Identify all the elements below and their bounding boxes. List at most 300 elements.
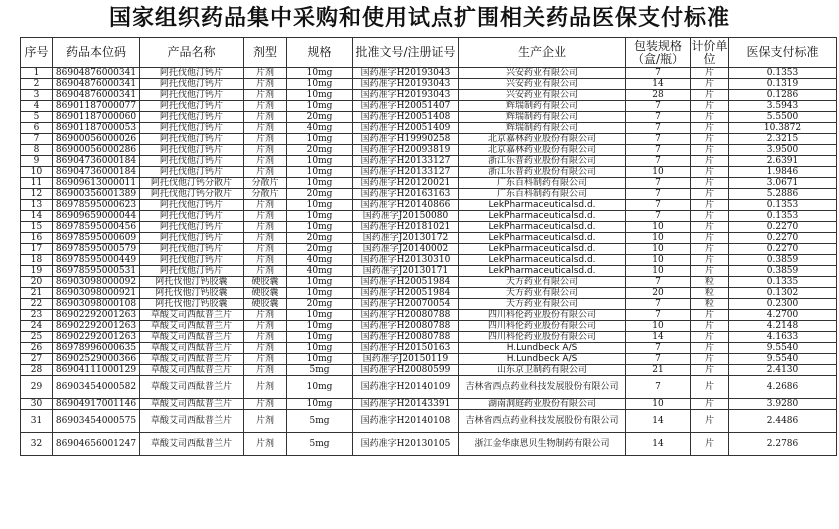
cell-pricing-unit: 片 bbox=[691, 233, 729, 244]
cell-product-name: 阿托伐他汀钙片 bbox=[140, 200, 244, 211]
cell-dosage-form: 片剂 bbox=[244, 321, 287, 332]
cell-payment-standard: 0.3859 bbox=[729, 266, 837, 277]
cell-index: 7 bbox=[21, 134, 53, 145]
cell-manufacturer: 兴安药业有限公司 bbox=[459, 68, 626, 79]
cell-drug-code: 86909659000044 bbox=[53, 211, 140, 222]
cell-dosage-form: 分散片 bbox=[244, 178, 287, 189]
cell-pricing-unit: 粒 bbox=[691, 299, 729, 310]
cell-dosage-form: 片剂 bbox=[244, 266, 287, 277]
cell-dosage-form: 片剂 bbox=[244, 200, 287, 211]
cell-specification: 10mg bbox=[287, 277, 353, 288]
cell-approval-number: 国药准字J20150080 bbox=[353, 211, 459, 222]
table-row bbox=[21, 123, 837, 134]
table-row bbox=[21, 79, 837, 90]
cell-product-name: 阿托伐他汀钙片 bbox=[140, 90, 244, 101]
cell-dosage-form: 分散片 bbox=[244, 189, 287, 200]
table-row bbox=[21, 354, 837, 365]
cell-package-spec: 7 bbox=[626, 343, 691, 354]
cell-specification: 20mg bbox=[287, 112, 353, 123]
cell-pricing-unit: 片 bbox=[691, 399, 729, 410]
header-manufacturer: 生产企业 bbox=[459, 38, 626, 68]
cell-pricing-unit: 片 bbox=[691, 332, 729, 343]
cell-manufacturer: 四川科伦药业股份有限公司 bbox=[459, 321, 626, 332]
cell-pricing-unit: 片 bbox=[691, 376, 729, 399]
cell-specification: 10mg bbox=[287, 222, 353, 233]
cell-pricing-unit: 片 bbox=[691, 123, 729, 134]
cell-package-spec: 7 bbox=[626, 156, 691, 167]
cell-index: 3 bbox=[21, 90, 53, 101]
cell-payment-standard: 3.9500 bbox=[729, 145, 837, 156]
table-row bbox=[21, 200, 837, 211]
cell-manufacturer: 浙江金华康恩贝生物制药有限公司 bbox=[459, 433, 626, 456]
cell-approval-number: 国药准字J20130172 bbox=[353, 233, 459, 244]
cell-product-name: 阿托伐他汀钙胶囊 bbox=[140, 277, 244, 288]
cell-manufacturer: 吉林省西点药业科技发展股份有限公司 bbox=[459, 410, 626, 433]
cell-payment-standard: 2.2786 bbox=[729, 433, 837, 456]
cell-pricing-unit: 片 bbox=[691, 211, 729, 222]
cell-index: 27 bbox=[21, 354, 53, 365]
cell-payment-standard: 3.0671 bbox=[729, 178, 837, 189]
cell-manufacturer: 辉瑞制药有限公司 bbox=[459, 112, 626, 123]
cell-manufacturer: 广东百科制药有限公司 bbox=[459, 178, 626, 189]
cell-package-spec: 14 bbox=[626, 410, 691, 433]
cell-specification: 40mg bbox=[287, 255, 353, 266]
cell-dosage-form: 片剂 bbox=[244, 112, 287, 123]
cell-pricing-unit: 粒 bbox=[691, 277, 729, 288]
cell-product-name: 草酸艾司西酞普兰片 bbox=[140, 321, 244, 332]
cell-dosage-form: 片剂 bbox=[244, 68, 287, 79]
cell-package-spec: 7 bbox=[626, 354, 691, 365]
cell-dosage-form: 片剂 bbox=[244, 101, 287, 112]
cell-approval-number: 国药准字H20163163 bbox=[353, 189, 459, 200]
cell-drug-code: 86904736000184 bbox=[53, 167, 140, 178]
cell-manufacturer: 四川科伦药业股份有限公司 bbox=[459, 310, 626, 321]
header-pricing-unit: 计价单位 bbox=[691, 38, 728, 66]
cell-product-name: 草酸艾司西酞普兰片 bbox=[140, 410, 244, 433]
cell-package-spec: 14 bbox=[626, 433, 691, 456]
cell-index: 11 bbox=[21, 178, 53, 189]
cell-specification: 10mg bbox=[287, 178, 353, 189]
cell-payment-standard: 5.5500 bbox=[729, 112, 837, 123]
cell-payment-standard: 2.4130 bbox=[729, 365, 837, 376]
cell-approval-number: 国药准字H20093819 bbox=[353, 145, 459, 156]
cell-approval-number: 国药准字H20051409 bbox=[353, 123, 459, 134]
cell-pricing-unit: 片 bbox=[691, 167, 729, 178]
cell-drug-code: 86903454000575 bbox=[53, 410, 140, 433]
cell-dosage-form: 片剂 bbox=[244, 90, 287, 101]
cell-index: 12 bbox=[21, 189, 53, 200]
cell-product-name: 阿托伐他汀钙胶囊 bbox=[140, 288, 244, 299]
cell-drug-code: 86978595000623 bbox=[53, 200, 140, 211]
cell-approval-number: 国药准字H20150163 bbox=[353, 343, 459, 354]
cell-manufacturer: 辉瑞制药有限公司 bbox=[459, 123, 626, 134]
cell-product-name: 阿托伐他汀钙片 bbox=[140, 134, 244, 145]
cell-payment-standard: 0.1319 bbox=[729, 79, 837, 90]
cell-manufacturer: LekPharmaceuticalsd.d. bbox=[459, 222, 626, 233]
cell-manufacturer: 天方药业有限公司 bbox=[459, 277, 626, 288]
cell-dosage-form: 片剂 bbox=[244, 244, 287, 255]
cell-pricing-unit: 片 bbox=[691, 310, 729, 321]
cell-drug-code: 86978595000579 bbox=[53, 244, 140, 255]
cell-index: 6 bbox=[21, 123, 53, 134]
cell-pricing-unit: 片 bbox=[691, 433, 729, 456]
cell-package-spec: 7 bbox=[626, 189, 691, 200]
cell-product-name: 草酸艾司西酞普兰片 bbox=[140, 354, 244, 365]
cell-drug-code: 86904736000184 bbox=[53, 156, 140, 167]
header-payment-standard: 医保支付标准 bbox=[729, 38, 837, 68]
cell-package-spec: 7 bbox=[626, 376, 691, 399]
cell-specification: 10mg bbox=[287, 90, 353, 101]
cell-approval-number: 国药准字H20130105 bbox=[353, 433, 459, 456]
cell-dosage-form: 片剂 bbox=[244, 211, 287, 222]
cell-product-name: 阿托伐他汀钙片 bbox=[140, 211, 244, 222]
table-row bbox=[21, 299, 837, 310]
cell-approval-number: 国药准字H20070054 bbox=[353, 299, 459, 310]
cell-manufacturer: 北京嘉林药业股份有限公司 bbox=[459, 134, 626, 145]
cell-specification: 20mg bbox=[287, 145, 353, 156]
cell-manufacturer: 天方药业有限公司 bbox=[459, 288, 626, 299]
cell-drug-code: 86900056000026 bbox=[53, 134, 140, 145]
cell-index: 20 bbox=[21, 277, 53, 288]
cell-approval-number: 国药准字H20140866 bbox=[353, 200, 459, 211]
cell-specification: 5mg bbox=[287, 410, 353, 433]
cell-pricing-unit: 片 bbox=[691, 354, 729, 365]
cell-payment-standard: 0.1302 bbox=[729, 288, 837, 299]
cell-specification: 20mg bbox=[287, 233, 353, 244]
cell-payment-standard: 9.5540 bbox=[729, 343, 837, 354]
cell-specification: 10mg bbox=[287, 211, 353, 222]
table-row bbox=[21, 310, 837, 321]
cell-dosage-form: 片剂 bbox=[244, 399, 287, 410]
cell-package-spec: 28 bbox=[626, 90, 691, 101]
cell-approval-number: 国药准字H20051984 bbox=[353, 277, 459, 288]
cell-package-spec: 21 bbox=[626, 365, 691, 376]
cell-drug-code: 86902292001263 bbox=[53, 332, 140, 343]
cell-specification: 10mg bbox=[287, 354, 353, 365]
cell-pricing-unit: 片 bbox=[691, 343, 729, 354]
table-row bbox=[21, 255, 837, 266]
cell-index: 21 bbox=[21, 288, 53, 299]
cell-approval-number: 国药准字H20181021 bbox=[353, 222, 459, 233]
cell-dosage-form: 片剂 bbox=[244, 145, 287, 156]
cell-specification: 20mg bbox=[287, 189, 353, 200]
cell-specification: 10mg bbox=[287, 200, 353, 211]
cell-pricing-unit: 片 bbox=[691, 200, 729, 211]
cell-package-spec: 10 bbox=[626, 233, 691, 244]
cell-payment-standard: 0.1286 bbox=[729, 90, 837, 101]
cell-index: 23 bbox=[21, 310, 53, 321]
cell-product-name: 草酸艾司西酞普兰片 bbox=[140, 376, 244, 399]
cell-dosage-form: 片剂 bbox=[244, 433, 287, 456]
cell-drug-code: 86903454000582 bbox=[53, 376, 140, 399]
cell-manufacturer: 兴安药业有限公司 bbox=[459, 90, 626, 101]
table-row bbox=[21, 410, 837, 433]
cell-drug-code: 86904656001247 bbox=[53, 433, 140, 456]
cell-pricing-unit: 片 bbox=[691, 222, 729, 233]
cell-manufacturer: H.Lundbeck A/S bbox=[459, 354, 626, 365]
table-row bbox=[21, 211, 837, 222]
cell-pricing-unit: 片 bbox=[691, 134, 729, 145]
cell-manufacturer: LekPharmaceuticalsd.d. bbox=[459, 266, 626, 277]
cell-payment-standard: 9.5540 bbox=[729, 354, 837, 365]
cell-specification: 10mg bbox=[287, 288, 353, 299]
cell-approval-number: 国药准字H20133127 bbox=[353, 167, 459, 178]
table-row bbox=[21, 277, 837, 288]
cell-index: 8 bbox=[21, 145, 53, 156]
cell-package-spec: 7 bbox=[626, 134, 691, 145]
cell-specification: 5mg bbox=[287, 365, 353, 376]
cell-index: 18 bbox=[21, 255, 53, 266]
header-specification: 规格 bbox=[287, 38, 353, 68]
cell-approval-number: 国药准字H20140108 bbox=[353, 410, 459, 433]
cell-payment-standard: 10.3872 bbox=[729, 123, 837, 134]
cell-payment-standard: 0.3859 bbox=[729, 255, 837, 266]
cell-drug-code: 86904876000341 bbox=[53, 68, 140, 79]
cell-package-spec: 10 bbox=[626, 167, 691, 178]
cell-index: 25 bbox=[21, 332, 53, 343]
cell-pricing-unit: 片 bbox=[691, 255, 729, 266]
payment-standard-table bbox=[20, 37, 837, 456]
table-row bbox=[21, 68, 837, 79]
cell-payment-standard: 1.9846 bbox=[729, 167, 837, 178]
cell-manufacturer: 四川科伦药业股份有限公司 bbox=[459, 332, 626, 343]
cell-payment-standard: 0.2270 bbox=[729, 222, 837, 233]
cell-drug-code: 86901187000060 bbox=[53, 112, 140, 123]
cell-manufacturer: LekPharmaceuticalsd.d. bbox=[459, 233, 626, 244]
cell-product-name: 阿托伐他汀钙片 bbox=[140, 266, 244, 277]
cell-payment-standard: 0.1335 bbox=[729, 277, 837, 288]
table-row bbox=[21, 376, 837, 399]
cell-product-name: 阿托伐他汀钙片 bbox=[140, 222, 244, 233]
cell-dosage-form: 硬胶囊 bbox=[244, 288, 287, 299]
cell-product-name: 阿托伐他汀钙片 bbox=[140, 167, 244, 178]
cell-manufacturer: LekPharmaceuticalsd.d. bbox=[459, 211, 626, 222]
cell-pricing-unit: 片 bbox=[691, 244, 729, 255]
cell-index: 15 bbox=[21, 222, 53, 233]
cell-index: 4 bbox=[21, 101, 53, 112]
cell-package-spec: 7 bbox=[626, 112, 691, 123]
cell-product-name: 草酸艾司西酞普兰片 bbox=[140, 343, 244, 354]
table-row bbox=[21, 156, 837, 167]
table-row bbox=[21, 321, 837, 332]
table-row bbox=[21, 288, 837, 299]
cell-dosage-form: 片剂 bbox=[244, 134, 287, 145]
cell-drug-code: 86900356001389 bbox=[53, 189, 140, 200]
cell-pricing-unit: 片 bbox=[691, 101, 729, 112]
cell-dosage-form: 片剂 bbox=[244, 343, 287, 354]
cell-product-name: 阿托伐他汀钙片 bbox=[140, 79, 244, 90]
header-package-spec: 包装规格（盒/瓶） bbox=[626, 38, 691, 68]
cell-payment-standard: 2.4486 bbox=[729, 410, 837, 433]
cell-dosage-form: 片剂 bbox=[244, 410, 287, 433]
cell-product-name: 阿托伐他汀钙片 bbox=[140, 233, 244, 244]
cell-specification: 10mg bbox=[287, 310, 353, 321]
cell-product-name: 阿托伐他汀钙片 bbox=[140, 255, 244, 266]
cell-pricing-unit: 片 bbox=[691, 68, 729, 79]
cell-drug-code: 86903098000108 bbox=[53, 299, 140, 310]
cell-dosage-form: 片剂 bbox=[244, 376, 287, 399]
cell-dosage-form: 片剂 bbox=[244, 255, 287, 266]
cell-manufacturer: 天方药业有限公司 bbox=[459, 299, 626, 310]
document-title: 国家组织药品集中采购和使用试点扩围相关药品医保支付标准 bbox=[108, 5, 730, 31]
cell-approval-number: 国药准字H20080788 bbox=[353, 321, 459, 332]
cell-package-spec: 10 bbox=[626, 399, 691, 410]
cell-drug-code: 86978595000609 bbox=[53, 233, 140, 244]
cell-payment-standard: 0.1353 bbox=[729, 211, 837, 222]
cell-index: 17 bbox=[21, 244, 53, 255]
cell-pricing-unit: 片 bbox=[691, 189, 729, 200]
cell-product-name: 阿托伐他汀钙分散片 bbox=[140, 178, 244, 189]
table-row bbox=[21, 90, 837, 101]
cell-pricing-unit: 片 bbox=[691, 79, 729, 90]
cell-pricing-unit: 片 bbox=[691, 266, 729, 277]
cell-drug-code: 86978996000635 bbox=[53, 343, 140, 354]
cell-manufacturer: 山东京卫制药有限公司 bbox=[459, 365, 626, 376]
cell-index: 9 bbox=[21, 156, 53, 167]
cell-index: 29 bbox=[21, 376, 53, 399]
cell-drug-code: 86900056000286 bbox=[53, 145, 140, 156]
cell-payment-standard: 3.9280 bbox=[729, 399, 837, 410]
cell-payment-standard: 2.6391 bbox=[729, 156, 837, 167]
cell-approval-number: 国药准字H20051984 bbox=[353, 288, 459, 299]
cell-product-name: 阿托伐他汀钙片 bbox=[140, 123, 244, 134]
cell-package-spec: 10 bbox=[626, 222, 691, 233]
cell-manufacturer: 广东百科制药有限公司 bbox=[459, 189, 626, 200]
cell-index: 26 bbox=[21, 343, 53, 354]
cell-drug-code: 86904917001146 bbox=[53, 399, 140, 410]
table-header-row bbox=[21, 38, 837, 68]
cell-index: 30 bbox=[21, 399, 53, 410]
cell-package-spec: 10 bbox=[626, 255, 691, 266]
cell-specification: 10mg bbox=[287, 376, 353, 399]
cell-product-name: 草酸艾司西酞普兰片 bbox=[140, 332, 244, 343]
table-row bbox=[21, 343, 837, 354]
cell-product-name: 草酸艾司西酞普兰片 bbox=[140, 365, 244, 376]
cell-payment-standard: 0.2270 bbox=[729, 244, 837, 255]
table-row bbox=[21, 233, 837, 244]
cell-approval-number: 国药准字H20120021 bbox=[353, 178, 459, 189]
cell-specification: 40mg bbox=[287, 123, 353, 134]
cell-dosage-form: 片剂 bbox=[244, 332, 287, 343]
cell-index: 13 bbox=[21, 200, 53, 211]
cell-payment-standard: 0.1353 bbox=[729, 200, 837, 211]
cell-payment-standard: 4.2686 bbox=[729, 376, 837, 399]
cell-package-spec: 14 bbox=[626, 79, 691, 90]
cell-specification: 10mg bbox=[287, 321, 353, 332]
cell-drug-code: 86904876000341 bbox=[53, 90, 140, 101]
cell-specification: 10mg bbox=[287, 167, 353, 178]
cell-dosage-form: 片剂 bbox=[244, 365, 287, 376]
cell-index: 32 bbox=[21, 433, 53, 456]
cell-drug-code: 86902529000366 bbox=[53, 354, 140, 365]
cell-package-spec: 7 bbox=[626, 178, 691, 189]
cell-manufacturer: 湖南洞庭药业股份有限公司 bbox=[459, 399, 626, 410]
cell-product-name: 草酸艾司西酞普兰片 bbox=[140, 399, 244, 410]
cell-manufacturer: LekPharmaceuticalsd.d. bbox=[459, 244, 626, 255]
cell-index: 10 bbox=[21, 167, 53, 178]
cell-product-name: 阿托伐他汀钙分散片 bbox=[140, 189, 244, 200]
cell-manufacturer: 浙江乐普药业股份有限公司 bbox=[459, 156, 626, 167]
cell-manufacturer: LekPharmaceuticalsd.d. bbox=[459, 200, 626, 211]
cell-product-name: 阿托伐他汀钙片 bbox=[140, 112, 244, 123]
cell-specification: 10mg bbox=[287, 79, 353, 90]
cell-manufacturer: 辉瑞制药有限公司 bbox=[459, 101, 626, 112]
cell-package-spec: 14 bbox=[626, 332, 691, 343]
table-row bbox=[21, 101, 837, 112]
cell-approval-number: 国药准字J20130171 bbox=[353, 266, 459, 277]
cell-dosage-form: 片剂 bbox=[244, 310, 287, 321]
cell-drug-code: 86901187000077 bbox=[53, 101, 140, 112]
header-product-name: 产品名称 bbox=[140, 38, 244, 68]
cell-package-spec: 7 bbox=[626, 200, 691, 211]
cell-approval-number: 国药准字H20051407 bbox=[353, 101, 459, 112]
cell-product-name: 阿托伐他汀钙片 bbox=[140, 156, 244, 167]
cell-manufacturer: 北京嘉林药业股份有限公司 bbox=[459, 145, 626, 156]
cell-product-name: 草酸艾司西酞普兰片 bbox=[140, 310, 244, 321]
cell-approval-number: 国药准字H20080599 bbox=[353, 365, 459, 376]
cell-payment-standard: 0.1353 bbox=[729, 68, 837, 79]
cell-drug-code: 86978595000449 bbox=[53, 255, 140, 266]
cell-specification: 10mg bbox=[287, 156, 353, 167]
cell-index: 31 bbox=[21, 410, 53, 433]
cell-approval-number: 国药准字H19990258 bbox=[353, 134, 459, 145]
cell-drug-code: 86903098000921 bbox=[53, 288, 140, 299]
cell-package-spec: 7 bbox=[626, 211, 691, 222]
cell-specification: 10mg bbox=[287, 343, 353, 354]
cell-package-spec: 7 bbox=[626, 277, 691, 288]
cell-package-spec: 7 bbox=[626, 123, 691, 134]
cell-dosage-form: 片剂 bbox=[244, 222, 287, 233]
cell-approval-number: 国药准字H20051408 bbox=[353, 112, 459, 123]
table-row bbox=[21, 167, 837, 178]
cell-approval-number: 国药准字H20130310 bbox=[353, 255, 459, 266]
cell-pricing-unit: 片 bbox=[691, 365, 729, 376]
cell-package-spec: 7 bbox=[626, 68, 691, 79]
cell-drug-code: 86909613000011 bbox=[53, 178, 140, 189]
cell-drug-code: 86978595000531 bbox=[53, 266, 140, 277]
cell-pricing-unit: 片 bbox=[691, 145, 729, 156]
cell-payment-standard: 0.2300 bbox=[729, 299, 837, 310]
cell-dosage-form: 片剂 bbox=[244, 167, 287, 178]
cell-specification: 10mg bbox=[287, 101, 353, 112]
cell-specification: 10mg bbox=[287, 332, 353, 343]
cell-product-name: 阿托伐他汀钙片 bbox=[140, 68, 244, 79]
table-row bbox=[21, 189, 837, 200]
cell-approval-number: 国药准字J20140002 bbox=[353, 244, 459, 255]
header-index: 序号 bbox=[21, 38, 53, 68]
cell-pricing-unit: 粒 bbox=[691, 288, 729, 299]
cell-index: 24 bbox=[21, 321, 53, 332]
cell-pricing-unit: 片 bbox=[691, 156, 729, 167]
cell-pricing-unit: 片 bbox=[691, 321, 729, 332]
cell-package-spec: 7 bbox=[626, 299, 691, 310]
cell-approval-number: 国药准字H20193043 bbox=[353, 90, 459, 101]
cell-index: 5 bbox=[21, 112, 53, 123]
table-row bbox=[21, 433, 837, 456]
cell-index: 16 bbox=[21, 233, 53, 244]
cell-dosage-form: 硬胶囊 bbox=[244, 299, 287, 310]
cell-index: 22 bbox=[21, 299, 53, 310]
cell-dosage-form: 片剂 bbox=[244, 233, 287, 244]
cell-manufacturer: 吉林省西点药业科技发展股份有限公司 bbox=[459, 376, 626, 399]
cell-payment-standard: 4.2148 bbox=[729, 321, 837, 332]
cell-payment-standard: 3.5943 bbox=[729, 101, 837, 112]
cell-drug-code: 86904111000129 bbox=[53, 365, 140, 376]
table-row bbox=[21, 266, 837, 277]
table-row bbox=[21, 145, 837, 156]
cell-product-name: 阿托伐他汀钙胶囊 bbox=[140, 299, 244, 310]
cell-payment-standard: 4.2700 bbox=[729, 310, 837, 321]
